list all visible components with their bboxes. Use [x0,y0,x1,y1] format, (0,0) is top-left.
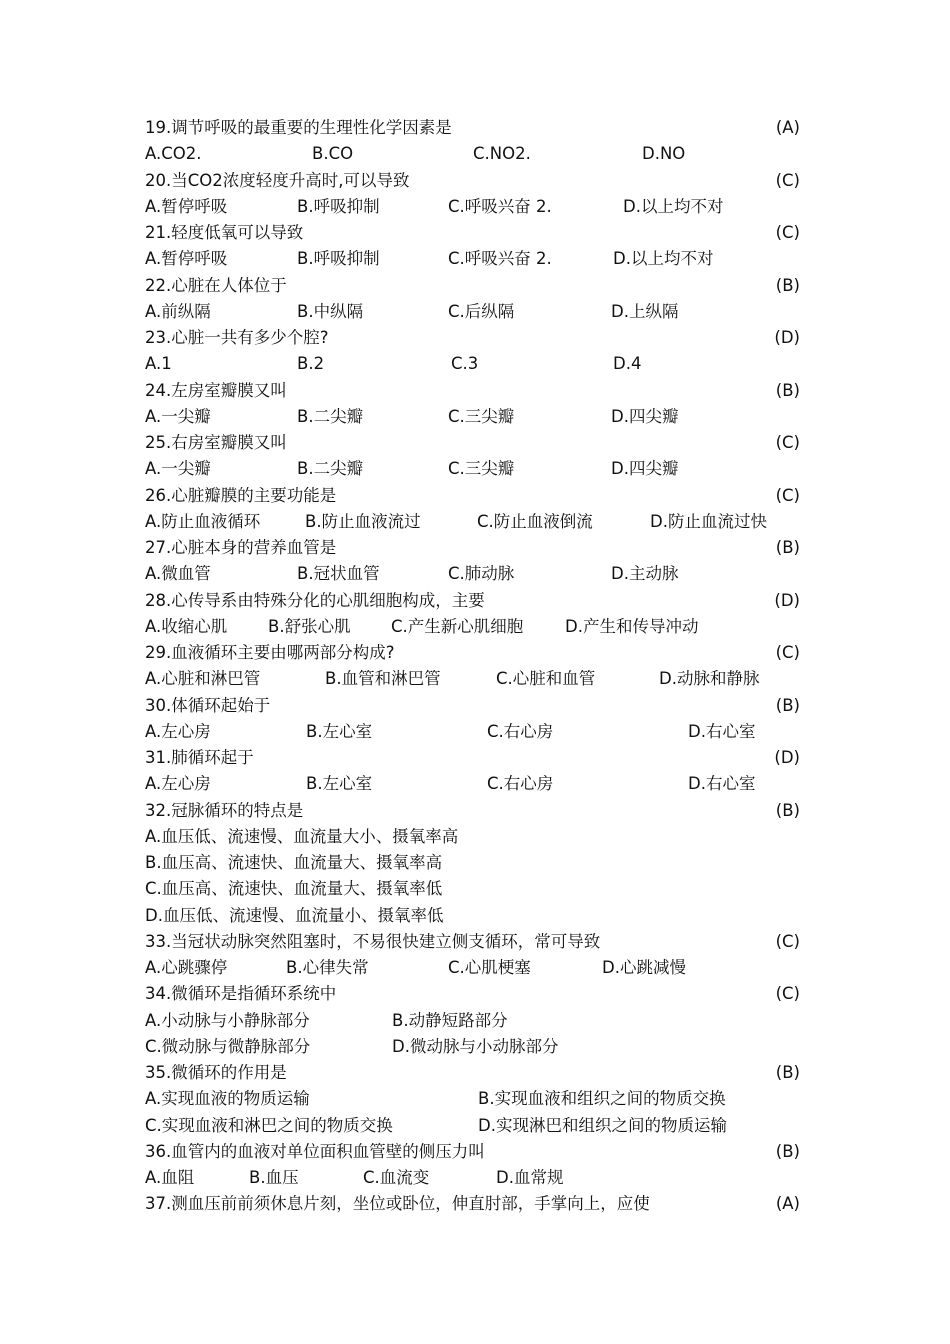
option-item: C.防止血液倒流 [477,511,593,531]
question-text: 31.肺循环起于 [145,748,254,767]
question-text: 35.微循环的作用是 [145,1063,287,1082]
answer-label: (B) [775,538,800,557]
question-text: 19.调节呼吸的最重要的生理性化学因素是 [145,118,452,137]
question-text: 26.心脏瓣膜的主要功能是 [145,485,337,505]
answer-label: (C) [775,485,800,505]
answer-label: (D) [774,328,800,347]
option-item: A.一尖瓣 [145,459,211,479]
question-row [145,798,810,824]
answer-label: (C) [775,984,800,1004]
answer-label: (B) [775,380,800,400]
options-row [145,299,810,325]
option-item: B.左心室 [306,721,373,741]
option-item: D.上纵隔 [611,301,679,321]
option-item: D.心跳减慢 [602,958,686,977]
question-row [145,168,810,194]
option-item: C.后纵隔 [448,301,515,321]
answer-label: (B) [775,1141,800,1161]
option-item: C.呼吸兴奋 2. [448,196,552,216]
answer-label: (C) [775,170,800,190]
question-text: 30.体循环起始于 [145,695,271,715]
answer-label: (B) [775,275,800,295]
question-list [145,115,810,1218]
question-row [145,1060,810,1086]
option-item: B.左心室 [306,774,373,794]
option-item: B.中纵隔 [297,301,364,321]
options-row [145,666,810,692]
options-row [145,1165,810,1191]
options-row [145,194,810,220]
option-item: A.CO2. [145,144,202,164]
option-item: D.四尖瓣 [611,406,679,426]
question-row [145,430,810,456]
option-item: A.防止血液循环 [145,511,261,531]
option-item: A.1 [145,354,172,374]
option-item: D.以上均不对 [613,249,714,269]
question-text: 23.心脏一共有多少个腔? [145,328,329,347]
question-row [145,483,810,509]
options-row [145,1113,810,1139]
option-item: C.右心房 [487,774,554,794]
options-row [145,1008,810,1034]
option-item: D.NO [642,144,686,164]
question-row [145,325,810,351]
question-text: 29.血液循环主要由哪两部分构成? [145,643,395,662]
option-item: A.小动脉与小静脉部分 [145,1010,310,1030]
question-text: 36.血管内的血液对单位面积血管壁的侧压力叫 [145,1141,485,1161]
option-item: B.防止血液流过 [305,511,421,531]
option-item: A.前纵隔 [145,301,211,321]
option-item: A.微血管 [145,564,211,584]
option-item: C.肺动脉 [448,564,515,584]
question-row [145,929,810,955]
answer-label: (B) [775,800,800,820]
option-item: B.舒张心肌 [268,616,351,636]
answer-label: (C) [775,223,800,242]
option-item: C.3 [451,354,479,374]
option-item: A.暂停呼吸 [145,249,228,269]
option-item: C.心脏和血管 [496,669,596,689]
answer-label: (D) [774,590,800,610]
options-row [145,351,810,377]
option-item: C.血压高、流速快、血流量大、摄氧率低 [145,879,443,899]
option-item: B.血管和淋巴管 [325,669,441,689]
option-item: A.暂停呼吸 [145,196,228,216]
question-row [145,640,810,666]
question-text: 34.微循环是指循环系统中 [145,984,337,1004]
answer-label: (C) [775,643,800,662]
option-item: D.实现淋巴和组织之间的物质运输 [478,1115,727,1135]
options-row [145,404,810,430]
question-row [145,535,810,561]
option-item: C.NO2. [473,144,531,164]
option-item: B.呼吸抑制 [297,249,380,269]
option-item: B.心律失常 [286,958,369,977]
question-text: 21.轻度低氧可以导致 [145,223,304,242]
option-item: D.以上均不对 [623,196,724,216]
question-text: 28.心传导系由特殊分化的心肌细胞构成，主要 [145,590,485,610]
question-text: 32.冠脉循环的特点是 [145,800,304,820]
question-text: 37.测血压前前须休息片刻，坐位或卧位，伸直肘部，手掌向上，应使 [145,1194,650,1214]
option-item: C.血流变 [363,1168,430,1187]
options-row [145,614,810,640]
option-item: D.微动脉与小动脉部分 [392,1036,559,1056]
options-row [145,561,810,587]
option-item: D.动脉和静脉 [659,669,760,689]
options-row [145,509,810,535]
question-row [145,115,810,141]
option-item: A.心脏和淋巴管 [145,669,261,689]
answer-label: (A) [775,118,800,137]
question-row [145,378,810,404]
question-text: 25.右房室瓣膜又叫 [145,433,287,452]
option-item: D.右心室 [688,721,756,741]
question-row [145,745,810,771]
option-item: A.心跳骤停 [145,958,228,977]
option-item: B.血压高、流速快、血流量大、摄氧率高 [145,853,443,872]
answer-label: (B) [775,1063,800,1082]
option-item: B.二尖瓣 [297,406,364,426]
option-item: D.主动脉 [611,564,679,584]
options-row [145,456,810,482]
option-item: C.三尖瓣 [448,459,515,479]
question-row [145,273,810,299]
option-item: A.收缩心肌 [145,616,228,636]
answer-label: (A) [775,1194,800,1214]
options-row [145,141,810,167]
option-item: C.产生新心肌细胞 [391,616,524,636]
answer-label: (C) [775,433,800,452]
question-text: 20.当CO2浓度轻度升高时,可以导致 [145,170,410,190]
option-item: A.左心房 [145,721,211,741]
option-item: C.微动脉与微静脉部分 [145,1036,311,1056]
option-item: B.二尖瓣 [297,459,364,479]
answer-label: (D) [774,748,800,767]
option-item: C.呼吸兴奋 2. [448,249,552,269]
option-item: D.血常规 [496,1168,564,1187]
question-row [145,588,810,614]
option-item: B.实现血液和组织之间的物质交换 [478,1089,726,1109]
options-row [145,771,810,797]
answer-label: (C) [775,931,800,951]
option-item: C.实现血液和淋巴之间的物质交换 [145,1115,393,1135]
option-item: D.血压低、流速慢、血流量小、摄氧率低 [145,905,444,925]
option-item: B.血压 [249,1168,299,1187]
question-row [145,693,810,719]
option-item: B.呼吸抑制 [297,196,380,216]
option-item: B.CO [312,144,354,164]
option-item: A.血阻 [145,1168,195,1187]
option-item: A.一尖瓣 [145,406,211,426]
option-item: C.右心房 [487,721,554,741]
question-row [145,1191,810,1217]
options-row [145,955,810,981]
option-item: A.血压低、流速慢、血流量大小、摄氧率高 [145,826,459,846]
option-item: B.2 [297,354,325,374]
question-row [145,1139,810,1165]
options-row [145,719,810,745]
answer-label: (B) [775,695,800,715]
question-text: 27.心脏本身的营养血管是 [145,538,337,557]
options-row [145,1086,810,1112]
question-text: 33.当冠状动脉突然阻塞时，不易很快建立侧支循环，常可导致 [145,931,601,951]
option-item: C.三尖瓣 [448,406,515,426]
option-item: A.左心房 [145,774,211,794]
option-item: A.实现血液的物质运输 [145,1089,310,1109]
question-text: 24.左房室瓣膜又叫 [145,380,287,400]
option-item: D.4 [613,354,642,374]
question-text: 22.心脏在人体位于 [145,275,287,295]
options-row [145,246,810,272]
options-row [145,1034,810,1060]
option-item: D.四尖瓣 [611,459,679,479]
option-item: B.冠状血管 [297,564,380,584]
option-item: D.产生和传导冲动 [565,616,699,636]
option-item: B.动静短路部分 [392,1010,508,1030]
option-item: C.心肌梗塞 [448,958,531,977]
option-item: D.防止血流过快 [650,511,767,531]
question-row [145,220,810,246]
option-item: D.右心室 [688,774,756,794]
question-row [145,981,810,1007]
